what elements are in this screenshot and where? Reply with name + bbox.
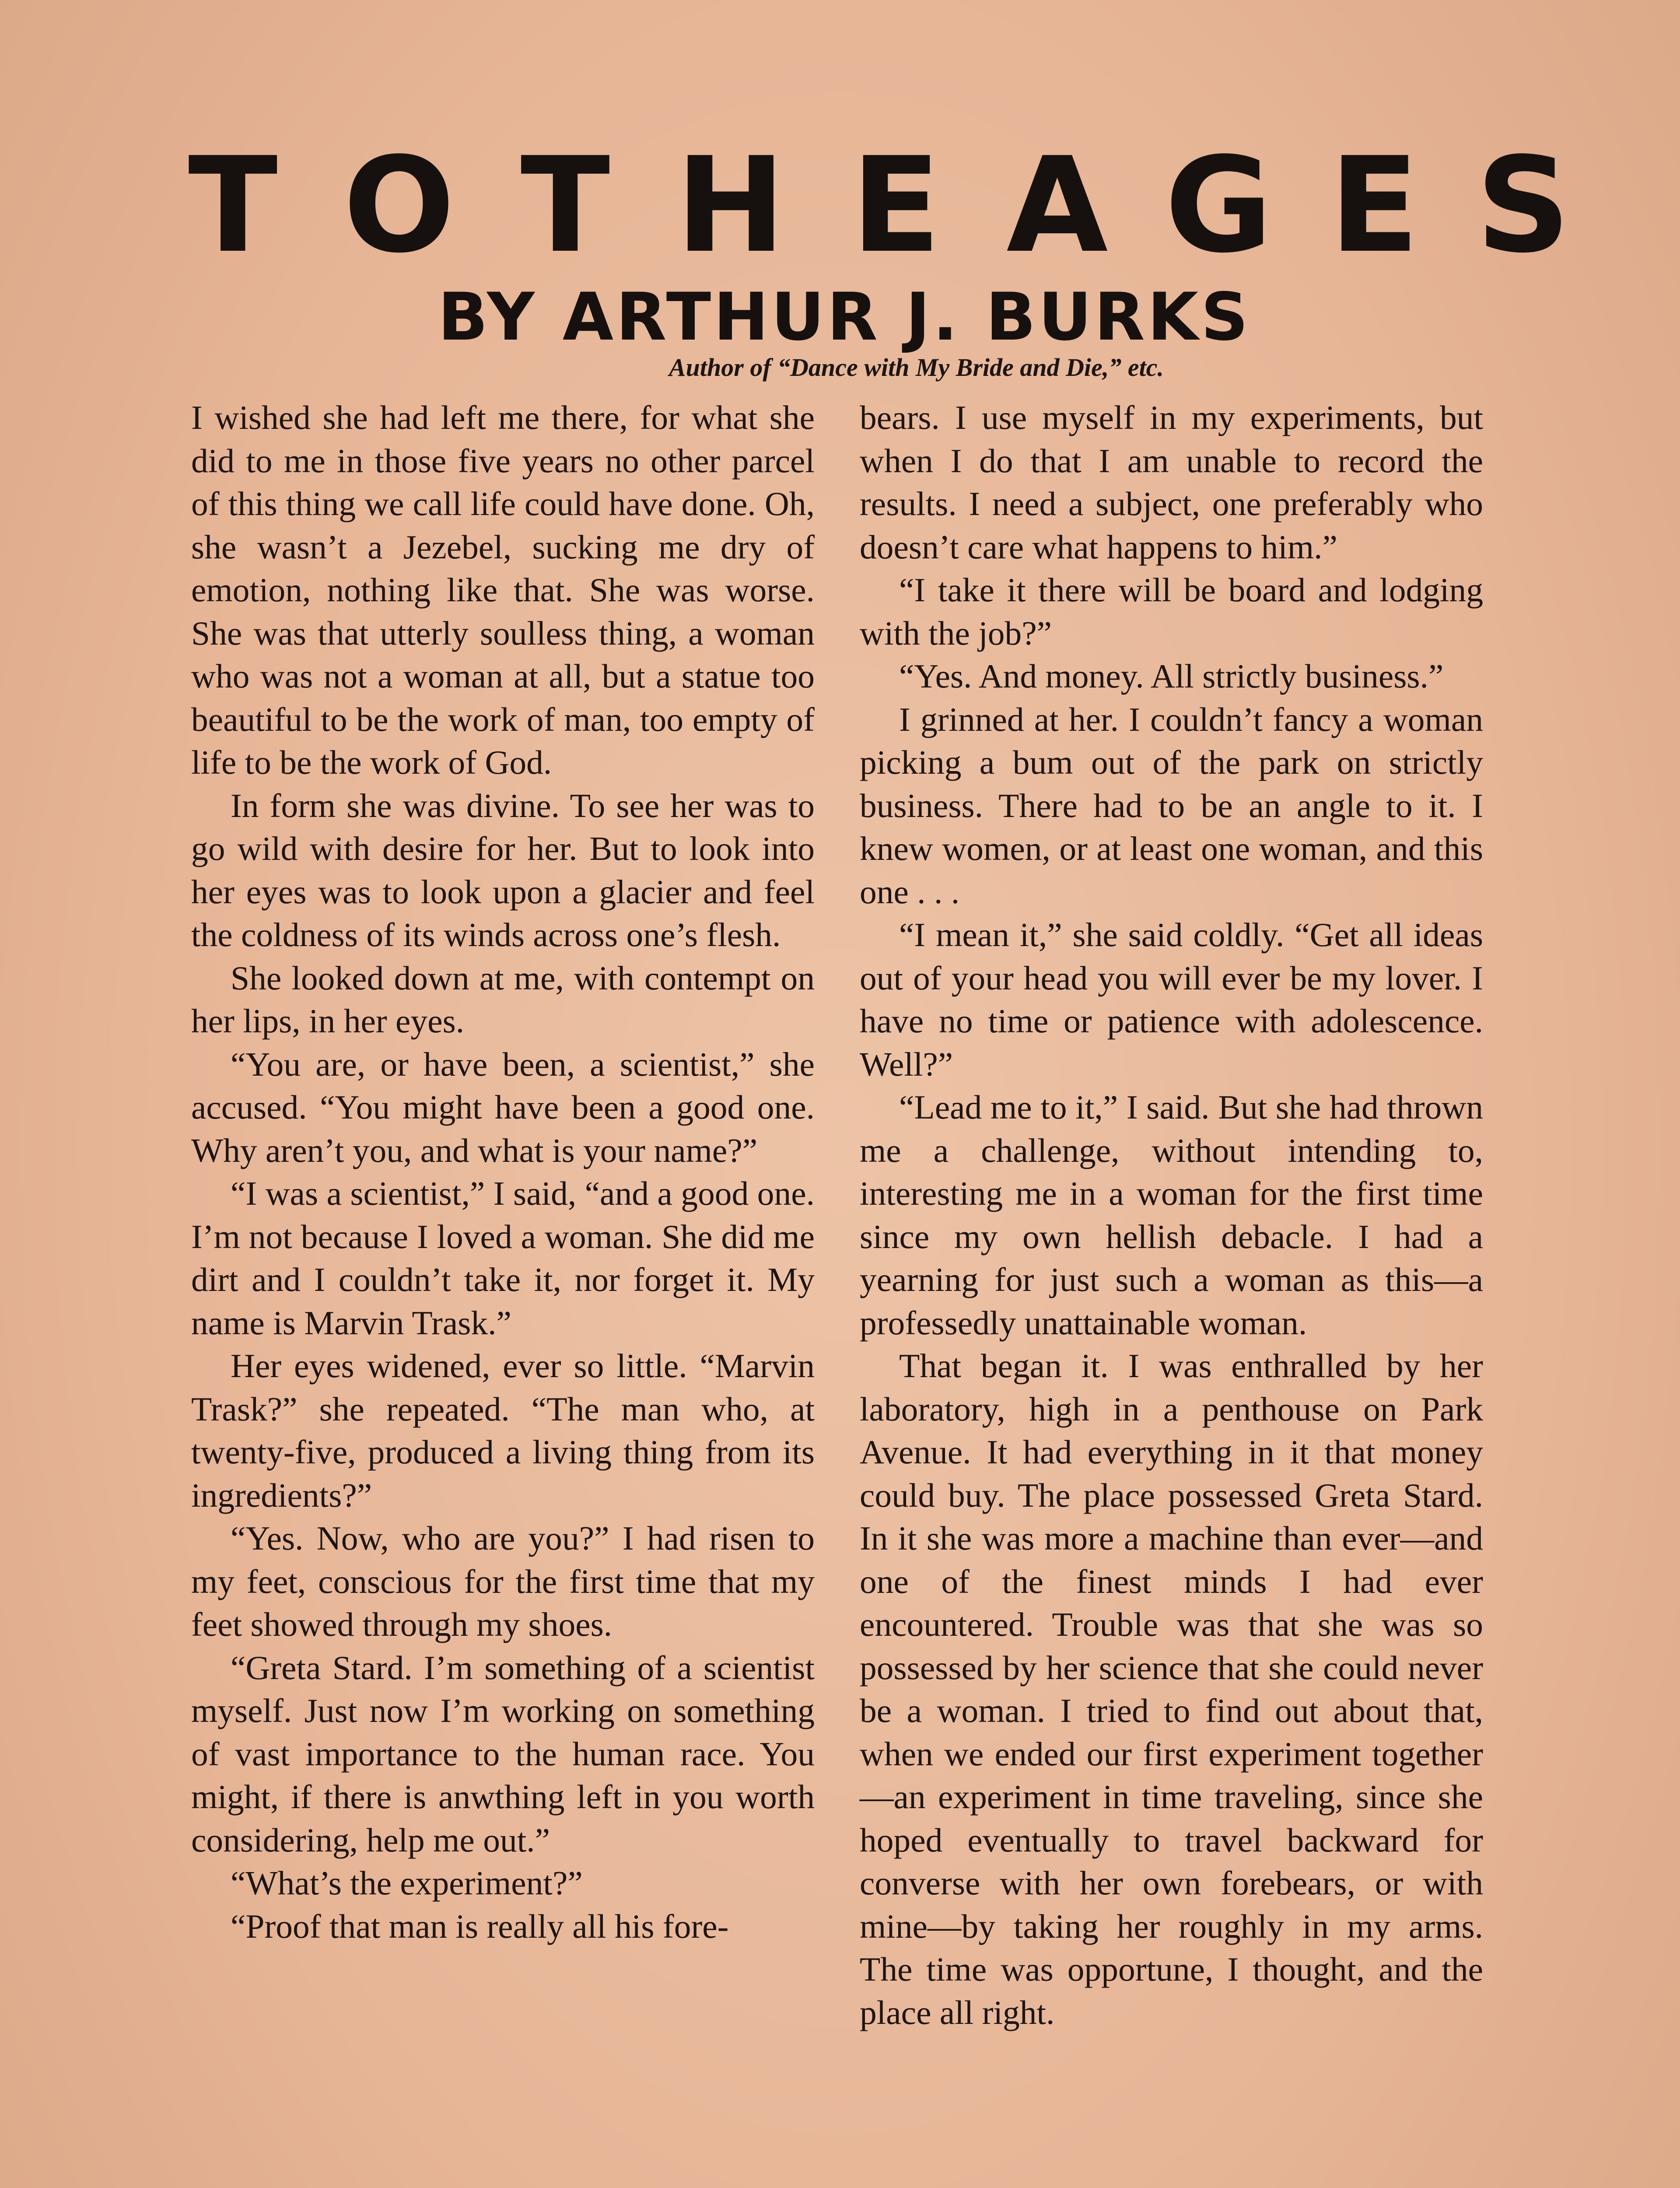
title-word: AGES <box>1006 129 1628 282</box>
paragraph: “Yes. And money. All strictly business.” <box>899 657 1444 695</box>
paragraph: She looked down at me, with contempt on her lips, in her eyes. <box>191 959 815 1040</box>
paragraph: “Yes. Now, who are you?” I had risen to my feet, conscious for the first time that my feet showed through my shoes. <box>191 1519 815 1643</box>
paragraph: I wished she had left me there, for what she did to me in those five years no other parcel of this thing we call life could have done. Oh, she wasn’t a Jezebel, sucking me dry of emotion, nothing like that. She was worse. She was that utterly soulless thing, a woman who was not a woman at all, but a statue too beautiful to be the work of man, too empty of life to be the work of God. <box>191 399 815 781</box>
left-text-column <box>191 396 815 1948</box>
author-credit: Author of “Dance with My Bride and Die,” etc. <box>668 353 1164 382</box>
paragraph: In form she was divine. To see her was to go wild with desire for her. But to look into her eyes was to look upon a glacier and feel the coldness of its winds across one’s flesh. <box>191 786 815 954</box>
author-byline: BY ARTHUR J. BURKS <box>438 279 1251 355</box>
paragraph: “What’s the experiment?” <box>231 1864 583 1902</box>
paragraph: I grinned at her. I couldn’t fancy a woman picking a bum out of the park on strictly business. There had to be an angle to it. I knew women, or at least one woman, and this one . . . <box>860 700 1483 911</box>
paragraph: “I take it there will be board and lodging with the job?” <box>860 571 1483 652</box>
paragraph: Her eyes widened, ever so little. “Marvin Trask?” she repeated. “The man who, at twenty-five, produced a living thing from its ingredients?” <box>191 1347 815 1514</box>
paragraph: “Greta Stard. I’m something of a scientist myself. Just now I’m working on something of vast importance to the human race. You might, if there is anwthing left in you worth considering, help me out.” <box>191 1648 815 1859</box>
paragraph: “I mean it,” she said coldly. “Get all ideas out of your head you will ever be my lover. I have no time or patience with adolescence. Well?” <box>860 916 1483 1083</box>
title-word: TO <box>188 129 521 282</box>
story-title <box>188 129 1628 282</box>
paragraph: bears. I use myself in my experiments, but when I do that I am unable to record the results. I need a subject, one preferably who doesn’t care what happens to him.” <box>860 399 1483 566</box>
paragraph: “Lead me to it,” I said. But she had thrown me a challenge, without intending to, interesting me in a woman for the first time since my own hellish debacle. I had a yearning for just such a woman as this—a professedly unattainable woman. <box>860 1088 1483 1342</box>
paragraph: That began it. I was enthralled by her laboratory, high in a penthouse on Park Avenue. It had everything in it that money could buy. The place possessed Greta Stard. In it she was more a machine than ever—and one of the finest minds I had ever encountered. Trouble was that she was so possessed by her science that she could never be a woman. I tried to find out about that, when we ended our first experiment together—an experiment in time traveling, since she hoped eventually to travel backward for converse with her own forebears, or with mine—by taking her roughly in my arms. The time was opportune, I thought, and the place all right. <box>860 1347 1483 2031</box>
right-text-column <box>860 396 1483 2034</box>
paragraph: “You are, or have been, a scientist,” she accused. “You might have been a good one. Why aren’t you, and what is your name?” <box>191 1045 815 1169</box>
paragraph: “I was a scientist,” I said, “and a good one. I’m not because I loved a woman. She did me dirt and I couldn’t take it, nor forget it. My name is Marvin Trask.” <box>191 1175 815 1342</box>
title-word: THE <box>520 129 1007 282</box>
paragraph: “Proof that man is really all his fore- <box>231 1907 729 1945</box>
